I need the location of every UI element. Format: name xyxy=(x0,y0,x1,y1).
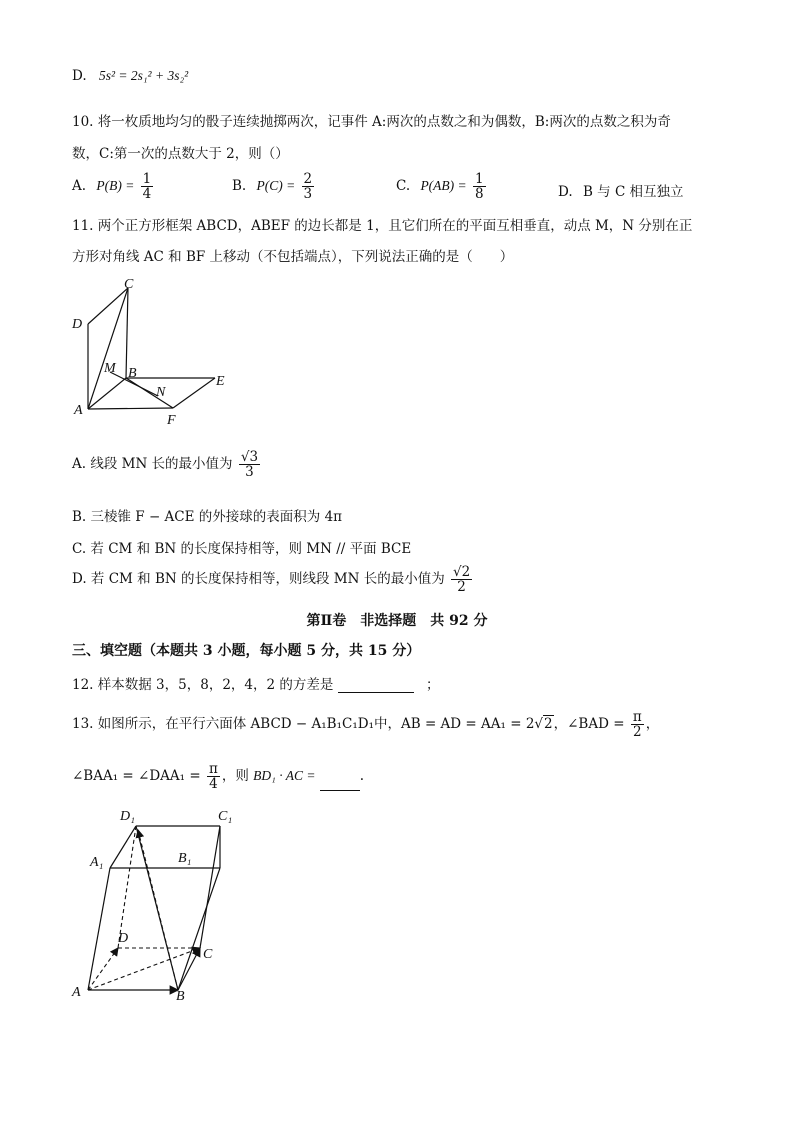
q12-text: 12. 样本数据 3，5，8，2，4，2 的方差是 xyxy=(72,677,334,693)
answer-blank xyxy=(320,790,360,791)
edge-ef xyxy=(173,378,215,408)
q11-stem-line1: 11. 两个正方形框架 ABCD，ABEF 的边长都是 1，且它们所在的平面互相垂直，动点 M，N 分别在正 xyxy=(72,218,693,234)
q13-line2-a: ∠BAA₁ = ∠DAA₁ = xyxy=(72,768,201,785)
section-title: 第Ⅱ卷 非选择题 共 92 分 xyxy=(306,613,488,629)
fraction-num: √3 xyxy=(240,449,259,465)
label-a: A xyxy=(72,985,81,1000)
fraction xyxy=(631,710,644,739)
fraction xyxy=(141,172,154,201)
q13-line2 xyxy=(72,762,364,791)
fraction xyxy=(302,172,315,201)
option-label: D. xyxy=(558,184,573,200)
fraction-num: π xyxy=(208,761,218,777)
q10-stem-line1: 10. 将一枚质地均匀的骰子连续抛掷两次，记事件 A:两次的点数之和为偶数，B:两次的点数之积为奇 xyxy=(72,114,671,130)
q13-line1-b: ，∠BAD = xyxy=(553,716,625,733)
fraction-num: 2 xyxy=(303,171,313,187)
q10-option-a xyxy=(72,172,155,201)
fraction xyxy=(207,762,220,791)
label-d: D xyxy=(72,317,83,332)
option-label: A. xyxy=(72,178,87,195)
option-formula: P(AB) = xyxy=(420,178,467,194)
option-formula: P(B) = xyxy=(96,178,135,194)
label-d1: D₁ xyxy=(120,809,135,824)
label-b: B xyxy=(176,989,185,1004)
option-label: B. xyxy=(232,178,247,195)
fraction-den: 2 xyxy=(632,724,642,741)
part-title: 三、填空题（本题共 3 小题，每小题 5 分，共 15 分） xyxy=(72,643,421,659)
fraction-den: 4 xyxy=(142,186,152,203)
fraction-num: π xyxy=(632,709,642,725)
q13-figure xyxy=(68,800,258,1005)
q13-line2-end: . xyxy=(359,768,365,785)
option-text: B 与 C 相互独立 xyxy=(582,184,684,200)
edge-af xyxy=(88,408,173,409)
fraction-num: √2 xyxy=(453,564,471,580)
fraction-num: 1 xyxy=(142,171,152,187)
label-b: B xyxy=(128,366,137,381)
fraction-num: 1 xyxy=(474,171,484,187)
fraction-den: 4 xyxy=(209,776,218,793)
q11-option-d xyxy=(72,565,474,594)
diagonal-ac xyxy=(88,948,200,990)
q11-figure xyxy=(70,276,240,431)
q11-option-a xyxy=(72,450,262,479)
option-label: C. xyxy=(396,178,411,195)
fraction-den: 3 xyxy=(245,464,254,481)
option-formula: P(C) = xyxy=(256,178,296,194)
fraction-den: 3 xyxy=(303,186,313,203)
label-a: A xyxy=(74,403,83,418)
fraction-den: 8 xyxy=(474,186,484,203)
q13-line2-b: ，则 xyxy=(221,768,249,785)
edge-cc1 xyxy=(200,826,220,948)
label-c: C xyxy=(203,947,213,962)
label-c: C xyxy=(124,277,134,292)
fraction-den: 2 xyxy=(457,579,466,596)
fraction xyxy=(473,172,486,201)
q11-option-c: C. 若 CM 和 BN 的长度保持相等，则 MN // 平面 BCE xyxy=(72,541,412,557)
q10-option-c xyxy=(396,172,488,201)
q9-option-d-formula: 5s² = 2s₁² + 3s₂² xyxy=(98,68,189,83)
answer-blank xyxy=(338,692,414,693)
label-m: M xyxy=(104,361,116,376)
q12-end: ； xyxy=(425,677,440,693)
q13-line1 xyxy=(72,710,659,739)
diagonal-bf xyxy=(126,378,173,408)
q10-stem-line2: 数，C:第一次的点数大于 2，则（） xyxy=(72,146,289,162)
sqrt-sign: √ xyxy=(534,716,544,733)
edge-aa1 xyxy=(88,868,110,990)
edge-bb1 xyxy=(178,868,220,990)
q12 xyxy=(72,673,439,693)
sqrt-radicand: 2 xyxy=(544,716,553,733)
fraction xyxy=(451,565,472,594)
option-text: D. 若 CM 和 BN 的长度保持相等，则线段 MN 长的最小值为 xyxy=(72,571,445,588)
edge-dd1 xyxy=(118,826,136,948)
q13-line1-a: 13. 如图所示，在平行六面体 ABCD − A₁B₁C₁D₁中，AB = AD = AA₁ = 2 xyxy=(72,716,535,733)
option-text: A. 线段 MN 长的最小值为 xyxy=(72,456,233,473)
q11-option-b: B. 三棱锥 F − ACE 的外接球的表面积为 4π xyxy=(72,509,343,525)
edge-a1d1 xyxy=(110,826,136,868)
label-n: N xyxy=(156,385,166,400)
q10-option-b xyxy=(232,172,316,201)
fraction xyxy=(239,450,260,479)
q9-option-d xyxy=(72,68,188,84)
option-label: D. xyxy=(72,68,87,84)
label-a1: A₁ xyxy=(90,855,104,870)
label-b1: B₁ xyxy=(178,851,192,866)
label-f: F xyxy=(167,413,176,428)
edge-cb xyxy=(126,288,128,378)
label-e: E xyxy=(216,374,225,389)
q11-stem-line2: 方形对角线 AC 和 BF 上移动（不包括端点），下列说法正确的是（ ） xyxy=(72,249,514,265)
q10-option-d xyxy=(558,180,684,200)
vector-expression: BD₁ · AC = xyxy=(253,768,316,784)
label-d: D xyxy=(118,931,129,946)
label-c1: C₁ xyxy=(218,809,233,824)
q13-line1-end: ， xyxy=(645,716,660,733)
edge-ad xyxy=(88,948,118,990)
edge-bc xyxy=(178,948,200,990)
